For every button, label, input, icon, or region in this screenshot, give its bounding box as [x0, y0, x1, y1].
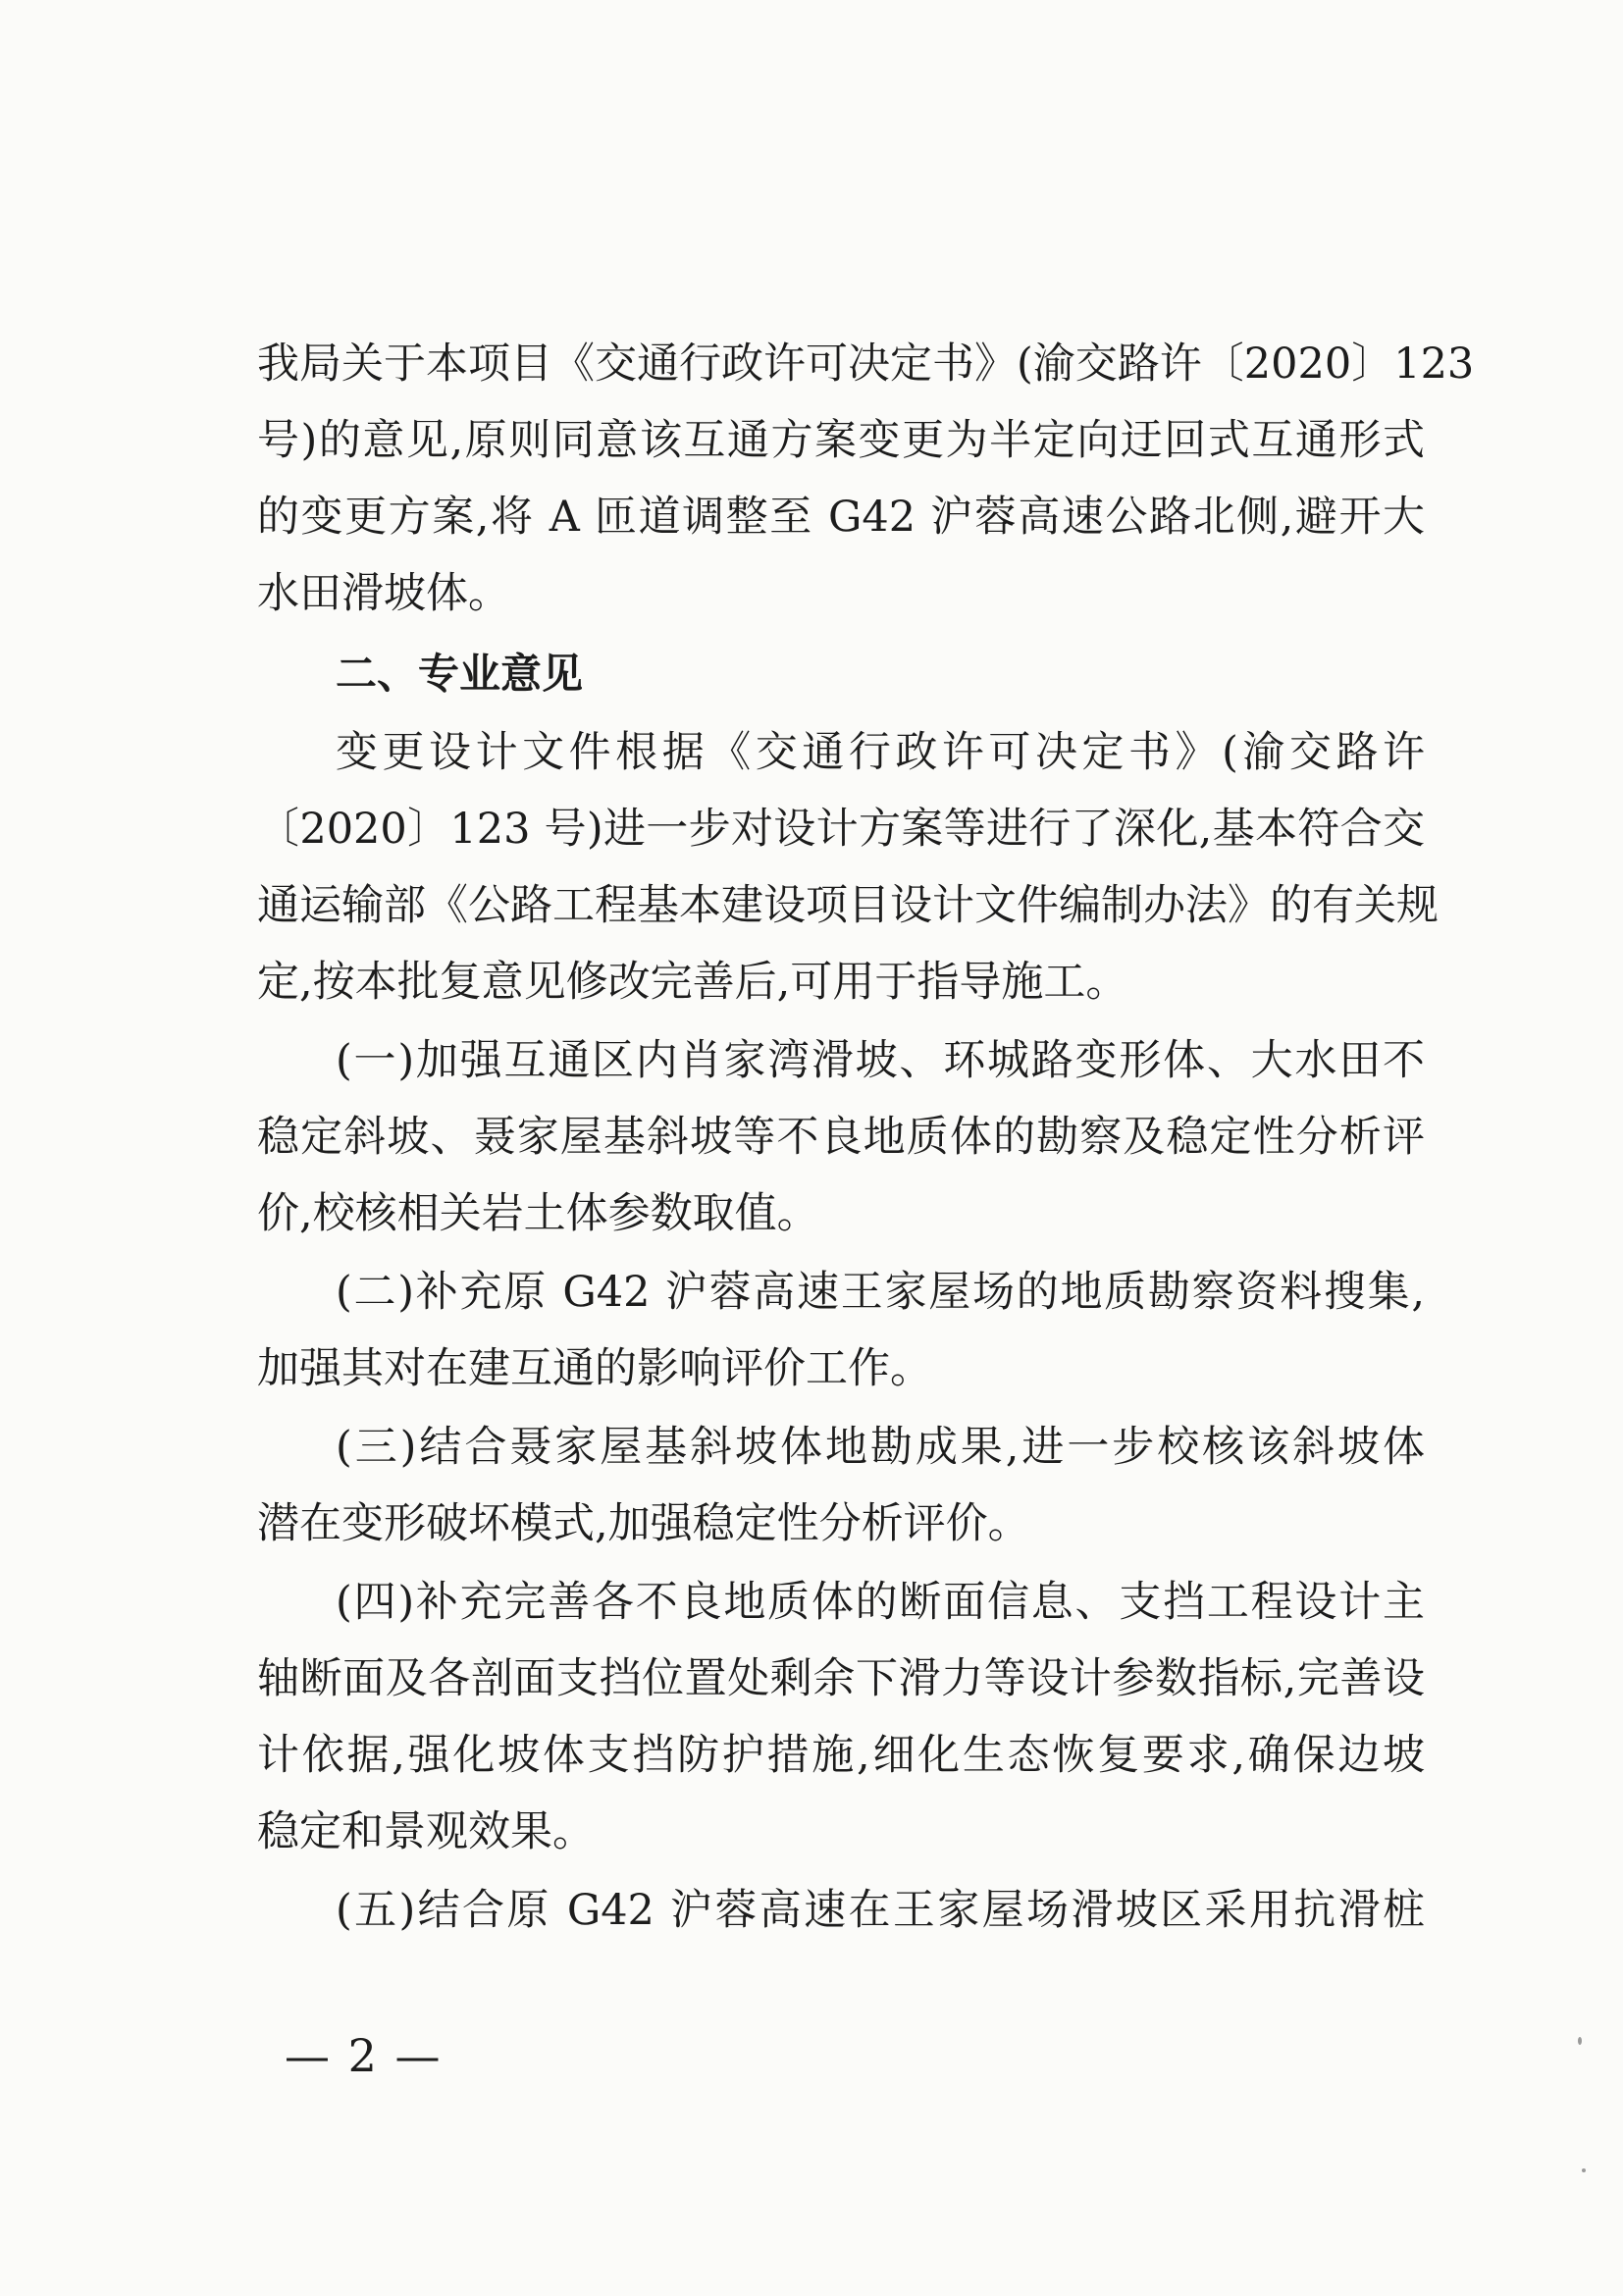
body-line-2: 号)的意见,原则同意该互通方案变更为半定向迂回式互通形式: [257, 416, 1425, 465]
item-1-line-2: 稳定斜坡、聂家屋基斜坡等不良地质体的勘察及稳定性分析评: [257, 1113, 1425, 1162]
body-line-6: 变更设计文件根据《交通行政许可决定书》(渝交路许: [336, 728, 1425, 777]
item-2-line-2: 加强其对在建互通的影响评价工作。: [257, 1344, 932, 1393]
section-heading: 二、专业意见: [336, 650, 584, 698]
item-3-line-2: 潜在变形破坏模式,加强稳定性分析评价。: [257, 1499, 1030, 1548]
body-line-9: 定,按本批复意见修改完善后,可用于指导施工。: [257, 958, 1128, 1007]
item-4-line-1: (四)补充完善各不良地质体的断面信息、支挡工程设计主: [336, 1578, 1425, 1627]
item-4-line-3: 计依据,强化坡体支挡防护措施,细化生态恢复要求,确保边坡: [257, 1731, 1425, 1780]
body-line-4: 水田滑坡体。: [257, 569, 510, 618]
item-5-line-1: (五)结合原 G42 沪蓉高速在王家屋场滑坡区采用抗滑桩: [336, 1886, 1425, 1935]
item-3-line-1: (三)结合聂家屋基斜坡体地勘成果,进一步校核该斜坡体: [336, 1423, 1425, 1472]
body-line-3: 的变更方案,将 A 匝道调整至 G42 沪蓉高速公路北侧,避开大: [257, 493, 1425, 542]
item-4-line-4: 稳定和景观效果。: [257, 1807, 595, 1856]
scan-speck: [1582, 2168, 1586, 2172]
item-1-line-1: (一)加强互通区内肖家湾滑坡、环城路变形体、大水田不: [336, 1036, 1425, 1085]
scan-speck: [1578, 2037, 1582, 2045]
body-line-1: 我局关于本项目《交通行政许可决定书》(渝交路许〔2020〕123: [257, 339, 1475, 389]
body-line-8: 通运输部《公路工程基本建设项目设计文件编制办法》的有关规: [257, 881, 1439, 930]
body-line-7: 〔2020〕123 号)进一步对设计方案等进行了深化,基本符合交: [257, 805, 1425, 854]
item-1-line-3: 价,校核相关岩土体参数取值。: [257, 1189, 819, 1238]
item-2-line-1: (二)补充原 G42 沪蓉高速王家屋场的地质勘察资料搜集,: [336, 1268, 1425, 1317]
item-4-line-2: 轴断面及各剖面支挡位置处剩余下滑力等设计参数指标,完善设: [257, 1654, 1425, 1703]
page-number: — 2 —: [285, 2029, 443, 2082]
